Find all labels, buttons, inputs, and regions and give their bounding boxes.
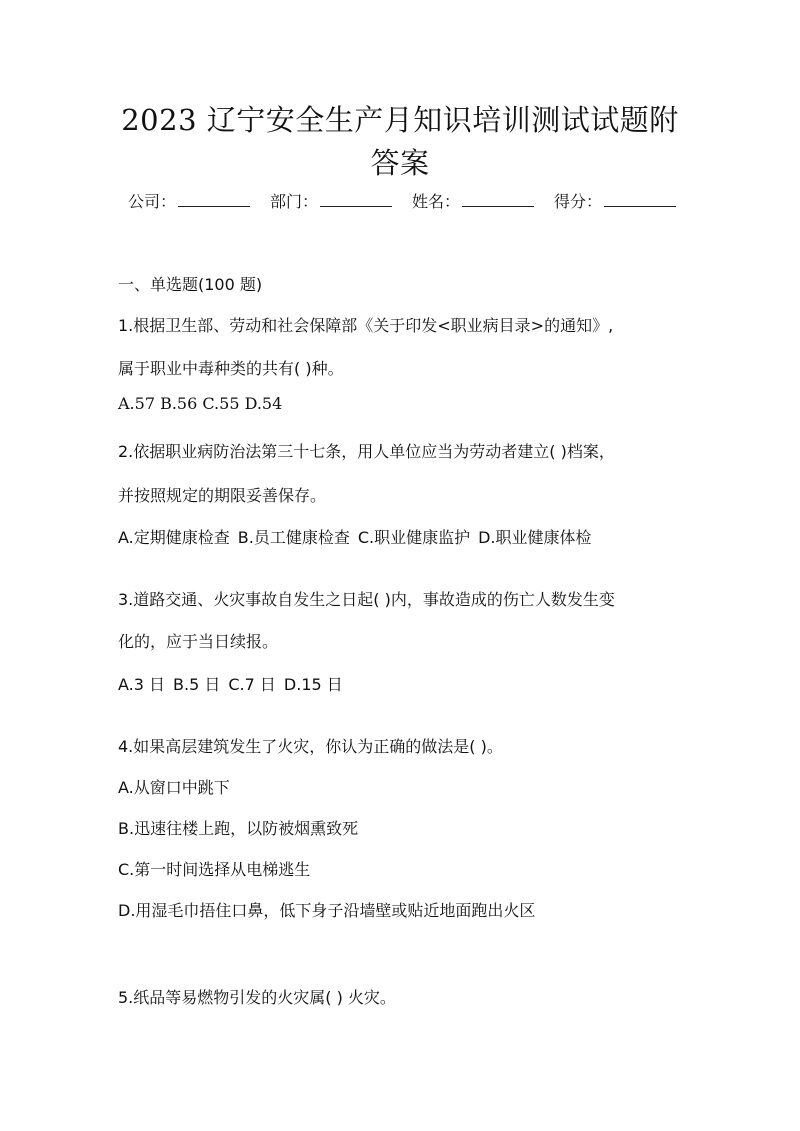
department-field [270, 190, 392, 214]
name-blank[interactable] [462, 190, 534, 207]
question-2-option-c: C.职业健康监护 [357, 528, 471, 547]
score-field [554, 190, 676, 214]
question-2-option-b: B.员工健康检查 [237, 528, 350, 547]
question-2-line1: 2.依据职业病防治法第三十七条，用人单位应当为劳动者建立( )档案， [118, 442, 615, 461]
document-title-line2: 答案 [370, 146, 430, 180]
question-2-options [118, 526, 592, 550]
question-2-line2: 并按照规定的期限妥善保存。 [118, 486, 327, 505]
question-1-options: A.57 B.56 C.55 D.54 [118, 394, 283, 413]
question-4-option-c: C.第一时间选择从电梯逃生 [118, 860, 311, 879]
question-2-option-a: A.定期健康检查 [118, 528, 230, 547]
score-label: 得分： [554, 192, 603, 211]
question-2-option-d: D.职业健康体检 [478, 528, 592, 547]
question-4-option-d: D.用湿毛巾捂住口鼻，低下身子沿墙壁或贴近地面跑出火区 [118, 901, 536, 920]
question-4-line1: 4.如果高层建筑发生了火灾，你认为正确的做法是( )。 [118, 737, 503, 756]
document-title-line1: 2023 辽宁安全生产月知识培训测试试题附 [121, 103, 679, 137]
name-field [412, 190, 534, 214]
question-3-line2: 化的，应于当日续报。 [118, 632, 279, 651]
company-field [128, 190, 250, 214]
question-3-option-b: B.5 日 [173, 675, 221, 694]
company-blank[interactable] [178, 190, 250, 207]
question-3-option-c: C.7 日 [228, 675, 276, 694]
section-heading: 一、单选题(100 题) [118, 275, 263, 294]
question-4-option-a: A.从窗口中跳下 [118, 778, 230, 797]
question-3-line1: 3.道路交通、火灾事故自发生之日起( )内，事故造成的伤亡人数发生变 [118, 590, 615, 609]
company-label: 公司： [128, 192, 177, 211]
question-3-options [118, 673, 343, 697]
question-5-line1: 5.纸品等易燃物引发的火灾属( ) 火灾。 [118, 988, 396, 1007]
question-3-option-a: A.3 日 [118, 675, 166, 694]
info-row [128, 190, 688, 214]
name-label: 姓名： [412, 192, 461, 211]
score-blank[interactable] [604, 190, 676, 207]
question-4-option-b: B.迅速往楼上跑，以防被烟熏致死 [118, 819, 359, 838]
department-blank[interactable] [320, 190, 392, 207]
question-3-option-d: D.15 日 [283, 675, 343, 694]
question-1-line2: 属于职业中毒种类的共有( )种。 [118, 359, 344, 378]
department-label: 部门： [270, 192, 319, 211]
question-1-line1: 1.根据卫生部、劳动和社会保障部《关于印发<职业病目录>的通知》, [118, 316, 614, 335]
